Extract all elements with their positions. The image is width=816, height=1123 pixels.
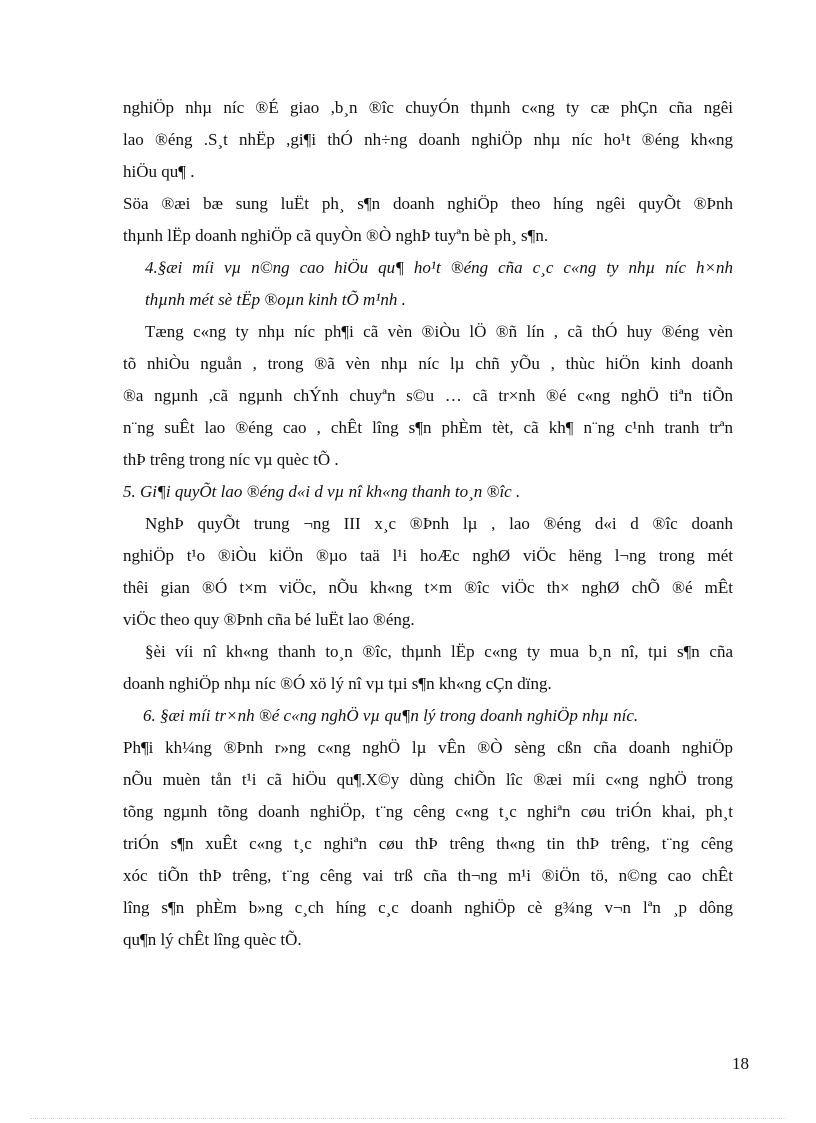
text-line: thµnh lËp doanh nghiÖp cã quyÒn ®Ò nghÞ tuyªn bè ph¸ s¶n. xyxy=(123,226,549,245)
text-line: NghÞ quyÕt trung ¬ng III x¸c ®Þnh lµ , lao ®éng d«i d ®îc doanh xyxy=(145,514,733,533)
text-line: lîng s¶n phÈm b»ng c¸ch híng c¸c doanh nghiÖp cè g¾ng v¬n lªn ¸p dông xyxy=(123,898,733,917)
text-line: n¨ng suÊt lao ®éng cao , chÊt lîng s¶n phÈm tèt, cã kh¶ n¨ng c¹nh tranh trªn xyxy=(123,418,733,437)
text-line: tõ nhiÒu nguån , trong ®ã vèn nhµ níc lµ chñ yÕu , thùc hiÖn kinh doanh xyxy=(123,354,733,373)
text-line: nÕu muèn tån t¹i cã hiÖu qu¶.X©y dùng chiÕn lîc ®æi míi c«ng nghÖ trong xyxy=(123,770,733,789)
text-line: Söa ®æi bæ sung luËt ph¸ s¶n doanh nghiÖp theo híng ngêi quyÕt ®Þnh xyxy=(123,194,733,213)
bottom-divider xyxy=(30,1118,786,1119)
text-line: qu¶n lý chÊt lîng quèc tÕ. xyxy=(123,930,302,949)
text-line: Ph¶i kh¼ng ®Þnh r»ng c«ng nghÖ lµ vÊn ®Ò sèng cßn cña doanh nghiÖp xyxy=(123,738,733,757)
text-line: ®a ngµnh ,cã ngµnh chÝnh chuyªn s©u … cã tr×nh ®é c«ng nghÖ tiªn tiÕn xyxy=(123,386,733,405)
text-line: viÖc theo quy ®Þnh cña bé luËt lao ®éng. xyxy=(123,610,415,629)
text-line: nghiÖp t¹o ®iÒu kiÖn ®µo taä l¹i hoÆc nghØ viÖc hëng l¬ng trong mét xyxy=(123,546,733,565)
section-heading: 6. §æi míi tr×nh ®é c«ng nghÖ vµ qu¶n lý trong doanh nghiÖp nhµ níc. xyxy=(143,706,639,725)
text-line: thêi gian ®Ó t×m viÖc, nÕu kh«ng t×m ®îc viÖc th× nghØ chÕ ®é mÊt xyxy=(123,578,733,597)
text-line: triÓn s¶n xuÊt c«ng t¸c nghiªn cøu thÞ trêng th«ng tin thÞ trêng, t¨ng cêng xyxy=(123,834,733,853)
text-line: Tæng c«ng ty nhµ níc ph¶i cã vèn ®iÒu lÖ ®ñ lín , cã thÓ huy ®éng vèn xyxy=(145,322,733,341)
body-text xyxy=(123,92,733,956)
text-line: hiÖu qu¶ . xyxy=(123,162,195,181)
section-heading: 5. Gi¶i quyÕt lao ®éng d«i d vµ nî kh«ng thanh to¸n ®îc . xyxy=(123,482,521,501)
page-number: 18 xyxy=(732,1054,749,1073)
text-line: §èi víi nî kh«ng thanh to¸n ®îc, thµnh lËp c«ng ty mua b¸n nî, tµi s¶n cña xyxy=(145,642,733,661)
text-line: doanh nghiÖp nhµ níc ®Ó xö lý nî vµ tµi s¶n kh«ng cÇn dïng. xyxy=(123,674,552,693)
section-heading: thµnh mét sè tËp ®oµn kinh tÕ m¹nh . xyxy=(145,290,406,309)
text-line: xóc tiÕn thÞ trêng, t¨ng cêng vai trß cña th¬ng m¹i ®iÖn tö, n©ng cao chÊt xyxy=(123,866,733,885)
section-heading: 4.§æi míi vµ n©ng cao hiÖu qu¶ ho¹t ®éng cña c¸c c«ng ty nhµ níc h×nh xyxy=(145,258,733,277)
text-line: lao ®éng .S¸t nhËp ,gi¶i thÓ nh÷ng doanh nghiÖp nhµ níc ho¹t ®éng kh«ng xyxy=(123,130,733,149)
text-line: nghiÖp nhµ níc ®É giao ,b¸n ®îc chuyÓn thµnh c«ng ty cæ phÇn cña ngêi xyxy=(123,98,733,117)
text-line: tõng ngµnh tõng doanh nghiÖp, t¨ng cêng c«ng t¸c nghiªn cøu triÓn khai, ph¸t xyxy=(123,802,733,821)
text-line: thÞ trêng trong níc vµ quèc tÕ . xyxy=(123,450,339,469)
